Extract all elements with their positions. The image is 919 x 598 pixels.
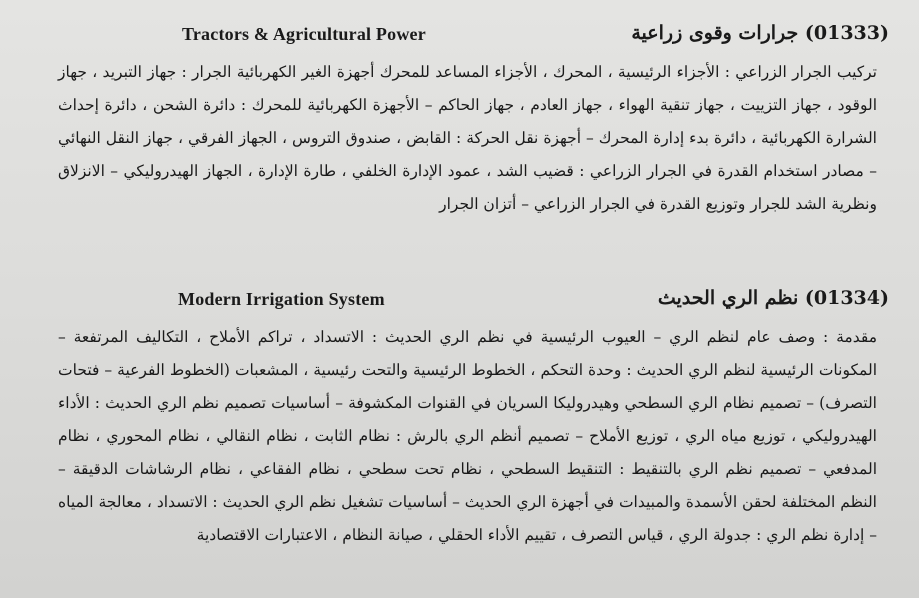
- course-header: [0, 18, 919, 54]
- course-01333: [0, 18, 919, 237]
- course-title-english: Modern Irrigation System: [178, 289, 385, 309]
- course-title-arabic: (01333) جرارات وقوى زراعية: [631, 22, 889, 44]
- course-header: [0, 283, 919, 319]
- course-title-arabic: (01334) نظم الري الحديث: [657, 287, 889, 309]
- course-description: تركيب الجرار الزراعي : الأجزاء الرئيسية ، المحرك ، الأجزاء المساعد للمحرك أجهزة الغير الكهربائية الجرار : جهاز التبريد ، جهاز الوقود ، جهاز التزييت ، جهاز تنقية الهواء ، جهاز العادم ، جهاز الحاكم – الأجهزة الكهربائية للمحرك : دائرة الشحن ، دائرة إحداث الشرارة الكهربائية ، دائرة بدء إدارة المحرك – أجهزة نقل الحركة : القابض ، صندوق التروس ، الجهاز الفرقي ، جهاز النقل النهائي – مصادر استخدام القدرة في الجرار الزراعي : قضيب الشد ، عمود الإدارة الخلفي ، طارة الإدارة ، الجهاز الهيدروليكي – الانزلاق ونظرية الشد للجرار وتوزيع القدرة في الجرار الزراعي – أتزان الجرار: [58, 63, 877, 213]
- course-title-english: Tractors & Agricultural Power: [182, 24, 426, 44]
- course-description: مقدمة : وصف عام لنظم الري – العيوب الرئيسية في نظم الري الحديث : الاتسداد ، تراكم الأملاح ، التكاليف المرتفعة – المكونات الرئيسية لنظم الري الحديث : وحدة التحكم ، الخطوط الرئيسية والتحت رئيسية ، المشعبات (الخطوط الفرعية – فتحات التصرف) – تصميم نظام الري السطحي وهيدروليكا السريان في القنوات المكشوفة – أساسيات تصميم نظم الري الحديث : الأداء الهيدروليكي ، توزيع مياه الري ، توزيع الأملاح – تصميم أنظم الري بالرش : نظام الثابت ، نظام النقالي ، نظام المحوري ، نظام المدفعي – تصميم نظم الري بالتنقيط : التنقيط السطحي ، نظام تحت سطحي ، نظام الفقاعي ، نظام الرشاشات الدقيقة – النظم المختلفة لحقن الأسمدة والمبيدات في أجهزة الري الحديث – أساسيات تشغيل نظم الري الحديث : الاتسداد ، معالجة المياه – إدارة نظم الري : جدولة الري ، قياس التصرف ، تقييم الأداء الحقلي ، صيانة النظام ، الاعتبارات الاقتصادية: [58, 328, 877, 544]
- course-01334: [0, 283, 919, 568]
